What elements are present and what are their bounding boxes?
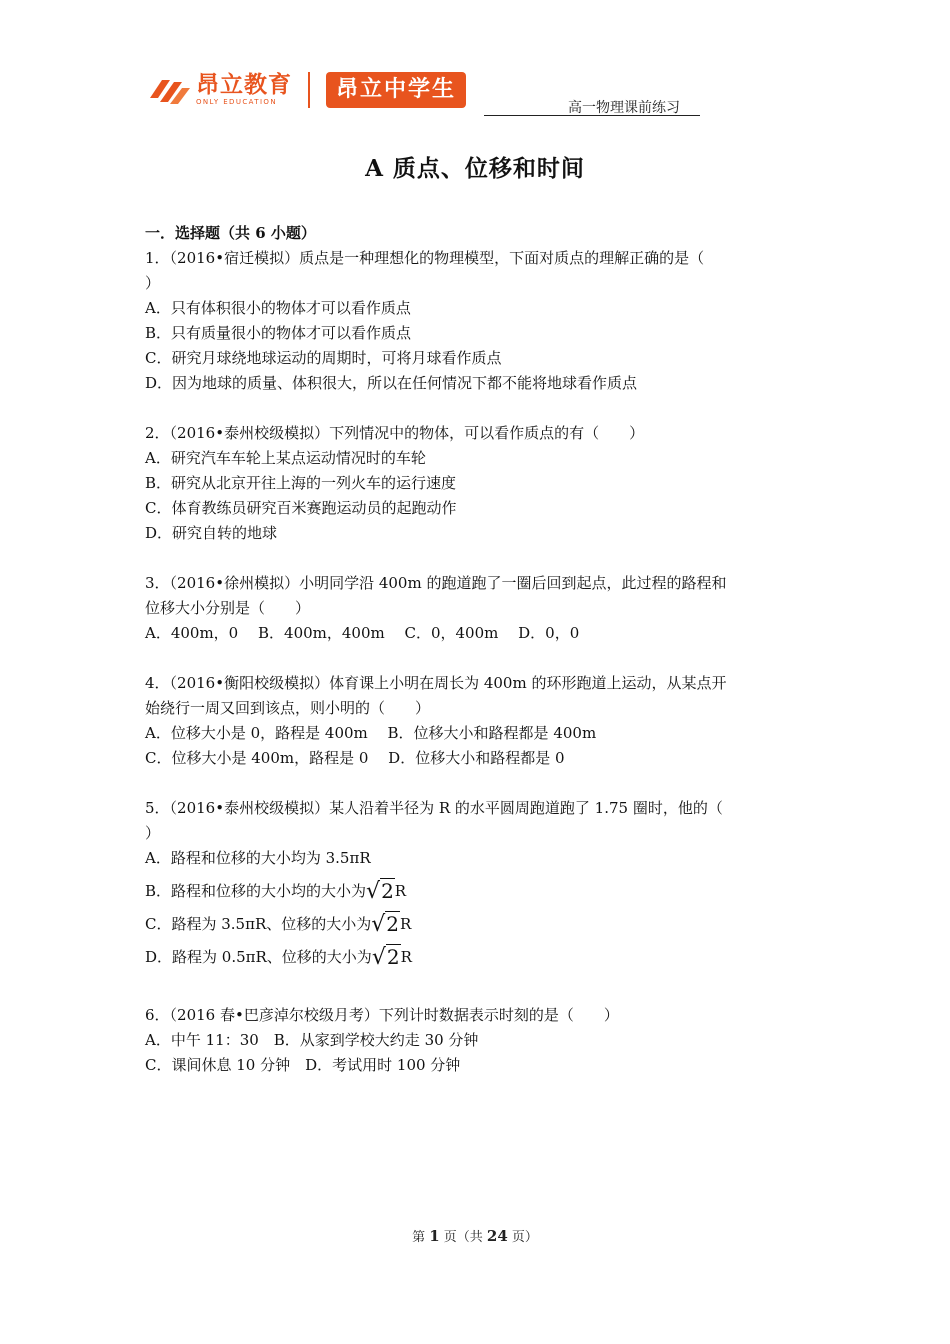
page-footer: 第 1 页（共 24 页） bbox=[412, 1227, 538, 1245]
logo-cn: 昂立教育 bbox=[196, 72, 292, 98]
question-6-options-cd: C．课间休息 10 分钟 D．考试用时 100 分钟 bbox=[145, 1056, 461, 1074]
question-6-options-ab: A．中午 11：30 B．从家到学校大约走 30 分钟 bbox=[145, 1031, 479, 1049]
question-5-line-1: 5．（2016•泰州校级模拟）某人沿着半径为 R 的水平圆周跑道跑了 1.75 圈时，他的（ bbox=[145, 799, 723, 817]
option-c-text: C．路程为 3.5πR、位移的大小为 bbox=[145, 915, 372, 933]
option-d-text: D．路程为 0.5πR、位移的大小为 bbox=[145, 948, 372, 966]
question-5-line-2: ） bbox=[145, 824, 161, 842]
logo-divider bbox=[308, 72, 310, 108]
question-2-option-a: A．研究汽车车轮上某点运动情况时的车轮 bbox=[145, 449, 426, 467]
question-1-option-b: B．只有质量很小的物体才可以看作质点 bbox=[145, 324, 412, 342]
logo-text bbox=[196, 73, 292, 107]
question-5-option-d: D．路程为 0.5πR、位移的大小为√2R bbox=[145, 945, 412, 970]
header-rule bbox=[484, 115, 700, 116]
question-5-option-b: B．路程和位移的大小均的大小为√2R bbox=[145, 879, 407, 904]
question-5-option-c: C．路程为 3.5πR、位移的大小为√2R bbox=[145, 912, 412, 937]
logo-mark-icon bbox=[148, 72, 192, 108]
logo-en: ONLY EDUCATION bbox=[196, 98, 277, 106]
question-2-option-b: B．研究从北京开往上海的一列火车的运行速度 bbox=[145, 474, 457, 492]
course-label: 高一物理课前练习 bbox=[568, 100, 680, 116]
question-6-line-1: 6．（2016 春•巴彦淖尔校级月考）下列计时数据表示时刻的是（ ） bbox=[145, 1006, 619, 1024]
question-4-line-2: 始绕行一周又回到该点，则小明的（ ） bbox=[145, 699, 431, 717]
sqrt-2-formula: √2 bbox=[366, 879, 394, 904]
question-2-line-1: 2．（2016•泰州校级模拟）下列情况中的物体，可以看作质点的有（ ） bbox=[145, 424, 645, 442]
question-1-line-2: ） bbox=[145, 274, 161, 292]
question-list bbox=[145, 221, 805, 1078]
brand-logo bbox=[148, 70, 466, 110]
question-5-option-a: A．路程和位移的大小均为 3.5πR bbox=[145, 849, 371, 867]
page-title: A 质点、位移和时间 bbox=[365, 155, 585, 182]
question-3-line-1: 3．（2016•徐州模拟）小明同学沿 400m 的跑道跑了一圈后回到起点，此过程的路程和 bbox=[145, 574, 727, 592]
question-4-options-cd: C．位移大小是 400m，路程是 0 D．位移大小和路程都是 0 bbox=[145, 749, 565, 767]
question-4-line-1: 4．（2016•衡阳校级模拟）体育课上小明在周长为 400m 的环形跑道上运动，从某点开 bbox=[145, 674, 727, 692]
question-4-options-ab: A．位移大小是 0，路程是 400m B．位移大小和路程都是 400m bbox=[145, 724, 597, 742]
question-2-option-c: C．体育教练员研究百米赛跑运动员的起跑动作 bbox=[145, 499, 457, 517]
question-1-option-a: A．只有体积很小的物体才可以看作质点 bbox=[145, 299, 411, 317]
question-1-option-d: D．因为地球的质量、体积很大，所以在任何情况下都不能将地球看作质点 bbox=[145, 374, 638, 392]
section-heading: 一．选择题（共 6 小题） bbox=[145, 224, 316, 242]
question-3-line-2: 位移大小分别是（ ） bbox=[145, 599, 311, 617]
question-1-option-c: C．研究月球绕地球运动的周期时，可将月球看作质点 bbox=[145, 349, 502, 367]
page-total: 24 bbox=[486, 1227, 508, 1245]
question-1-line-1: 1．（2016•宿迁模拟）质点是一种理想化的物理模型，下面对质点的理解正确的是（ bbox=[145, 249, 705, 267]
sqrt-2-formula: √2 bbox=[371, 945, 400, 970]
brand-badge: 昂立中学生 bbox=[326, 72, 466, 108]
option-b-text: B．路程和位移的大小均的大小为 bbox=[145, 882, 367, 900]
page-number: 1 bbox=[429, 1227, 440, 1245]
sqrt-2-formula: √2 bbox=[371, 912, 400, 937]
question-3-options: A．400m，0 B．400m，400m C．0，400m D．0，0 bbox=[145, 624, 580, 642]
question-2-option-d: D．研究自转的地球 bbox=[145, 524, 278, 542]
